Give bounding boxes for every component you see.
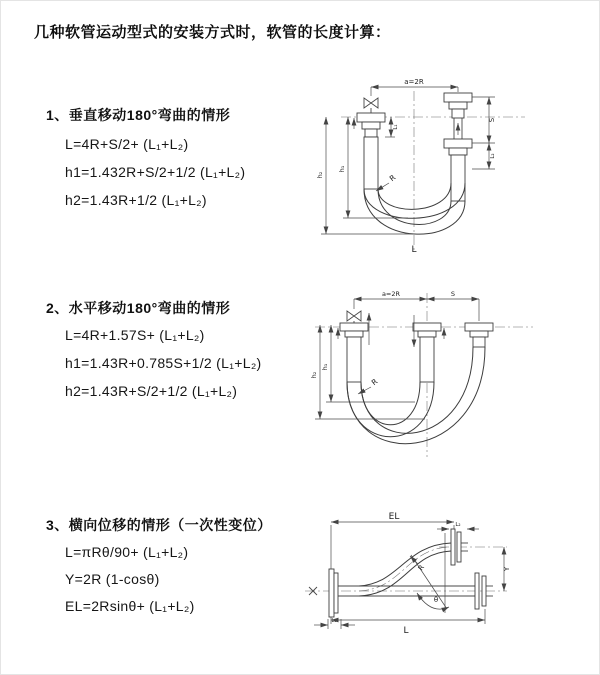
section3-formula-Y: Y=2R (1-cosθ): [65, 571, 160, 587]
right-hose-fitting-lower: [444, 139, 472, 201]
section2-formula-L: L=4R+1.57S+ (L₁+L₂): [65, 327, 205, 343]
dimension-S-L2: [472, 97, 496, 169]
dimension-L1: [385, 117, 399, 137]
diagram-horizontal-180-bend: [307, 287, 539, 467]
section1-formula-L: L=4R+S/2+ (L₁+L₂): [65, 136, 189, 152]
diagram-vertical-180-bend: [313, 71, 528, 256]
hose-curves: [347, 347, 485, 444]
page-title: 几种软管运动型式的安装方式时，软管的长度计算：: [34, 24, 391, 41]
section1-formula-h1: h1=1.432R+S/2+1/2 (L₁+L₂): [65, 164, 246, 180]
left-hose-fitting: [340, 323, 368, 382]
middle-hose-fitting: [413, 323, 441, 382]
section1-formula-h2: h2=1.43R+1/2 (L₁+L₂): [65, 192, 207, 208]
label-S: S: [488, 117, 496, 123]
label-EL: EL: [388, 512, 400, 522]
hose-curves: [364, 183, 465, 234]
label-h2: h₂: [316, 171, 324, 179]
section1-heading: 1、垂直移动180°弯曲的情形: [46, 107, 231, 123]
label-R: R: [387, 172, 398, 184]
section3-formula-L: L=πRθ/90+ (L₁+L₂): [65, 544, 189, 560]
section2-heading: 2、水平移动180°弯曲的情形: [46, 300, 231, 316]
dimension-h1-h2: [310, 325, 425, 419]
label-a-2R: a=2R: [381, 290, 401, 298]
label-theta: θ: [433, 596, 439, 604]
radius-callout: [410, 556, 426, 572]
label-L-total: L: [411, 245, 417, 255]
section2-formula-h1: h1=1.43R+0.785S+1/2 (L₁+L₂): [65, 355, 262, 371]
dimension-L: [331, 609, 485, 636]
label-L2: L₂: [455, 522, 461, 528]
label-L2: L₂: [490, 153, 496, 159]
dimension-L2: [437, 522, 479, 529]
left-hose-fitting: [357, 113, 385, 189]
section2-formula-h2: h2=1.43R+S/2+1/2 (L₁+L₂): [65, 383, 238, 399]
radius-callout: [376, 173, 397, 191]
dimension-Y: [503, 547, 511, 591]
dimension-EL: [331, 512, 454, 569]
label-R: R: [416, 563, 427, 573]
label-h1: h₁: [338, 165, 346, 173]
angle-theta-construction: [411, 533, 449, 613]
label-R: R: [369, 376, 380, 388]
label-a-2R: a=2R: [404, 78, 424, 86]
left-flange: [329, 569, 359, 617]
section3-heading: 3、横向位移的情形（一次性变位）: [46, 517, 272, 533]
dimension-a-2R-S: [354, 290, 479, 321]
hose-s-curve-displaced: [359, 543, 451, 596]
label-L1: L₁: [331, 618, 337, 624]
right-hose-fitting: [465, 323, 493, 347]
diagram-lateral-displacement: [299, 507, 561, 649]
section3-formula-EL: EL=2Rsinθ+ (L₁+L₂): [65, 598, 195, 614]
label-Y: Y: [503, 566, 511, 572]
valve-icon: [347, 311, 361, 323]
valve-icon: [364, 98, 378, 113]
label-h1: h₁: [321, 363, 329, 371]
label-h2: h₂: [310, 371, 318, 379]
label-L1: L₁: [393, 124, 399, 130]
label-L: L: [403, 626, 409, 636]
label-S: S: [450, 290, 456, 298]
